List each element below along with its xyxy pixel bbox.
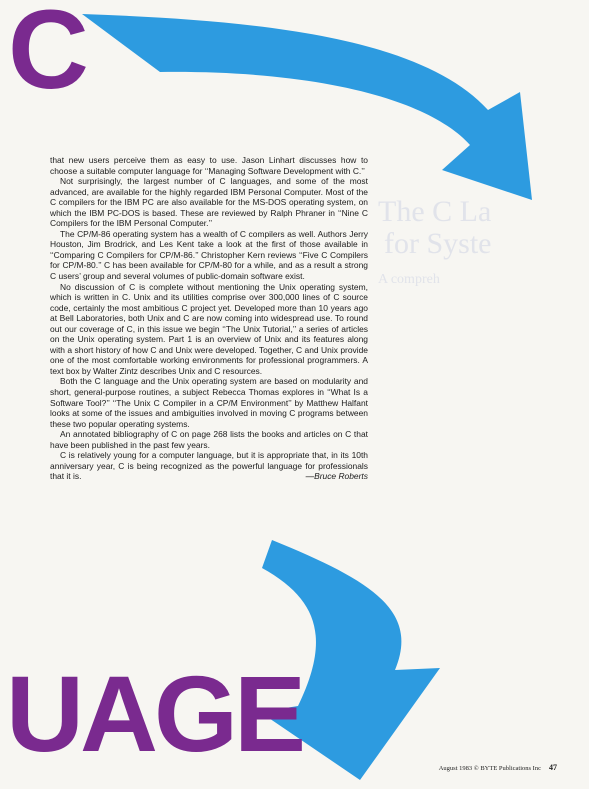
paragraph: An annotated bibliography of C on page 268 lists the books and articles on C that have been published in the past few years. (50, 429, 368, 450)
footer-credit: August 1983 © BYTE Publications Inc (438, 765, 541, 772)
author-signature: —Bruce Roberts (305, 471, 368, 482)
paragraph: Both the C language and the Unix operating system are based on modularity and short, general-purpose routines, a subject Rebecca Thomas explores in ‘‘What Is a Software Tool?’’ ‘‘The Unix C Compiler in a CP/M Environment’’ by Matthew Halfant looks at some of the issues and ambiguities involved in moving C programs between these two popular operating systems. (50, 376, 368, 429)
paragraph: No discussion of C is complete without mentioning the Unix operating system, which is written in C. Unix and its utilities comprise over 300,000 lines of C source code, certainly the most ambitious C project yet. Developed more than 10 years ago at Bell Laboratories, both Unix and C are now coming into widespread use. To round out our coverage of C, in this issue we begin ‘‘The Unix Tutorial,’’ a series of articles on the Unix operating system. Part 1 is an overview of Unix and its features along with a short history of how C and Unix were developed. Together, C and Unix provide one of the most comfortable working environments for professional programmers. A text box by Walter Zintz describes Unix and C resources. (50, 281, 368, 376)
paragraph: that new users perceive them as easy to use. Jason Linhart discusses how to choose a suitable computer language for ‘‘Managing Software Development with C.’’ (50, 155, 368, 176)
page-number: 47 (549, 763, 557, 772)
ghost-line-1: The C La (378, 195, 492, 228)
ghost-line-3: A compreh (378, 272, 440, 287)
paragraph-last (50, 450, 368, 482)
headline-c: C (8, 0, 87, 112)
headline-uage: UAGE (6, 653, 303, 774)
show-through-text (378, 196, 492, 288)
ghost-line-2: for Syste (384, 226, 492, 260)
article-body (50, 155, 368, 482)
paragraph-text: C is relatively young for a computer language, but it is appropriate that, in its 10th anniversary year, C is being recognized as the powerful language for professionals that it is. (50, 450, 368, 482)
page-footer (439, 763, 557, 772)
paragraph: Not surprisingly, the largest number of C languages, and some of the most advanced, are available for the highly regarded IBM Personal Computer. Most of the C compilers for the IBM PC are also available for the MS-DOS operating system, on which the IBM PC-DOS is based. These are reviewed by Ralph Phraner in ‘‘Nine C Compilers for the IBM Personal Computer.’’ (50, 176, 368, 229)
paragraph: The CP/M-86 operating system has a wealth of C compilers as well. Authors Jerry Houston, Jim Brodrick, and Les Kent take a look at the first of those available in ‘‘Comparing C Compilers for CP/M-86.’’ Christopher Kern reviews ‘‘Five C Compilers for CP/M-80.’’ C has been available for CP/M-80 for a while, and as a result a strong C users’ group and several volumes of public-domain software exist. (50, 228, 368, 282)
